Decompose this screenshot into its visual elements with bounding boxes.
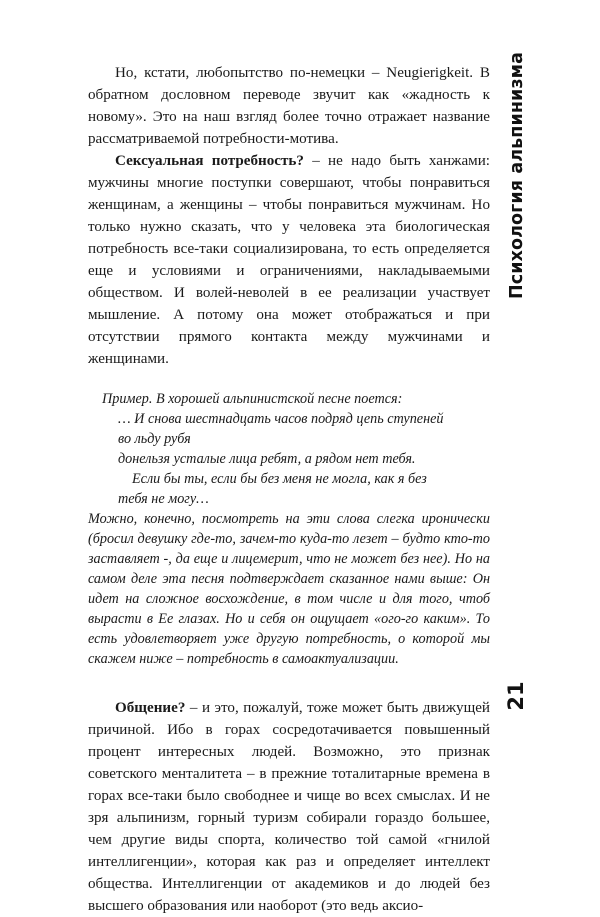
page-number-text: 21: [504, 681, 528, 711]
section-heading-communication: Общение?: [115, 700, 186, 716]
song-line: … И снова шестнадцать часов подряд цепь ступеней: [118, 411, 444, 427]
song-line: Если бы ты, если бы без меня не могла, как я без: [132, 471, 427, 487]
paragraph-sexual-need: [88, 150, 490, 370]
example-block: [88, 389, 490, 669]
example-intro: Пример. В хорошей альпинистской песне поется:: [102, 391, 403, 407]
running-head: [505, 52, 529, 352]
paragraph-curiosity: Но, кстати, любопытство по-немецки – Neugierigkeit. В обратном дословном переводе звучит как «жадность к новому». Это на наш взгляд более точно отражает название рассматриваемой потребности-мотива.: [88, 65, 490, 147]
paragraph-sexual-need-text: – не надо быть ханжами: мужчины многие поступки совершают, чтобы понравиться женщинам, а женщины – чтобы понравиться мужчинам. Но только нужно сказать, что у человека эта биологическая потребность все-таки социализирована, то есть определяется еще и условиями и ограничениями, накладываемыми обществом. И волей-неволей в ее реализации участвует мышление. А потому она может отображаться и при отсутствии прямого контакта между мужчинами и женщинами.: [88, 153, 490, 367]
page-number: [503, 676, 529, 716]
song-quote: [118, 409, 490, 509]
section-heading-sexual-need: Сексуальная потребность?: [115, 153, 304, 169]
running-head-text: Психология альпинизма: [507, 52, 527, 299]
song-line-continuation: тебя не могу…: [118, 491, 209, 507]
example-commentary: Можно, конечно, посмотреть на эти слова слегка иронически (бросил девушку где-то, зачем-то куда-то лезет – будто кто-то заставляет -, да еще и лицемерит, что не может без нее). Но на самом деле эта песня подтверждает сказанное нами выше: Он идет на сложное восхождение, в том числе и для того, чтоб вырасти в Ее глазах. Но и себя он ощущает «ого-го каким». То есть удовлетворяет уже другую потребность, о которой мы скажем ниже – потребность в самоактуализации.: [88, 511, 490, 667]
song-line-continuation: во льду рубя: [118, 431, 191, 447]
page-body: [88, 62, 490, 917]
paragraph-communication-text: – и это, пожалуй, тоже может быть движущей причиной. Ибо в горах сосредотачивается повышенный процент интересных людей. Возможно, это признак советского менталитета – в прежние тоталитарные времена в горах все-таки было свободнее и чище во всех смыслах. И не зря альпинизм, горный туризм собирали гораздо большее, чем другие виды спорта, количество той самой «гнилой интеллигенции», которая как раз и определяет интеллект общества. Интеллигенции от академиков и до людей без высшего образования или наоборот (это ведь аксио-: [88, 700, 490, 914]
paragraph-communication: [88, 697, 490, 917]
song-line: донельзя усталые лица ребят, а рядом нет тебя.: [118, 451, 416, 467]
